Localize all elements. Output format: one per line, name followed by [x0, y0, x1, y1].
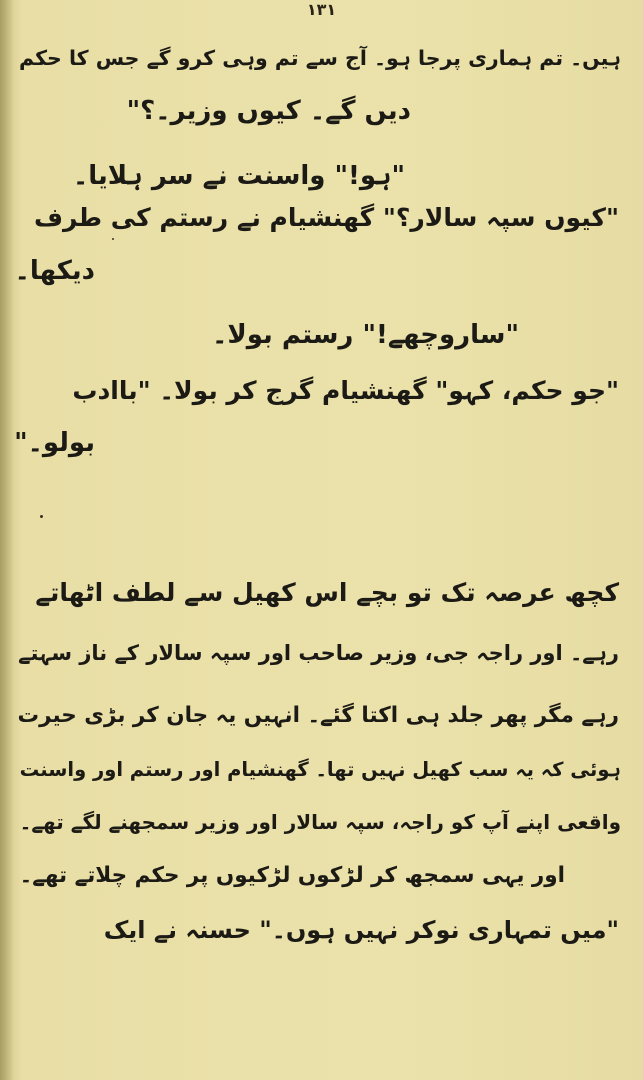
text-line-12: ہوئی کہ یہ سب کھیل نہیں تھا۔ گھنشیام اور رستم اور واسنت	[19, 758, 621, 781]
text-line-1: ہیں۔ تم ہماری پرجا ہو۔ آج سے تم وہی کرو گے جس کا حکم	[19, 46, 621, 70]
text-line-8: بولو۔"	[14, 428, 95, 458]
text-line-4: "کیوں سپہ سالار؟" گھنشیام نے رستم کی طرف	[33, 203, 619, 232]
text-line-9: کچھ عرصہ تک تو بچے اس کھیل سے لطف اٹھاتے	[35, 578, 619, 607]
text-line-13: واقعی اپنے آپ کو راجہ، سپہ سالار اور وزیر سمجھنے لگے تھے۔	[19, 810, 621, 834]
page-number: ۱۳۱	[306, 0, 337, 19]
text-line-15: "میں تمہاری نوکر نہیں ہوں۔" حسنہ نے ایک	[103, 916, 619, 944]
ink-speck	[40, 515, 43, 518]
text-line-7: "جو حکم، کہو" گھنشیام گرج کر بولا۔ "باادب	[72, 376, 619, 405]
text-line-10: رہے۔ اور راجہ جی، وزیر صاحب اور سپہ سالار کے ناز سہتے	[18, 641, 619, 665]
text-line-3: "ہو!" واسنت نے سر ہلایا۔	[73, 161, 405, 191]
ink-speck	[112, 238, 114, 240]
text-line-5: دیکھا۔	[14, 256, 95, 286]
text-line-11: رہے مگر پھر جلد ہی اکتا گئے۔ انہیں یہ جان کر بڑی حیرت	[17, 703, 619, 728]
text-line-6: "ساروچھے!" رستم بولا۔	[212, 320, 519, 350]
text-line-2: دیں گے۔ کیوں وزیر۔؟"	[126, 96, 411, 126]
text-line-14: اور یہی سمجھ کر لڑکوں لڑکیوں پر حکم چلاتے تھے۔	[19, 863, 565, 888]
